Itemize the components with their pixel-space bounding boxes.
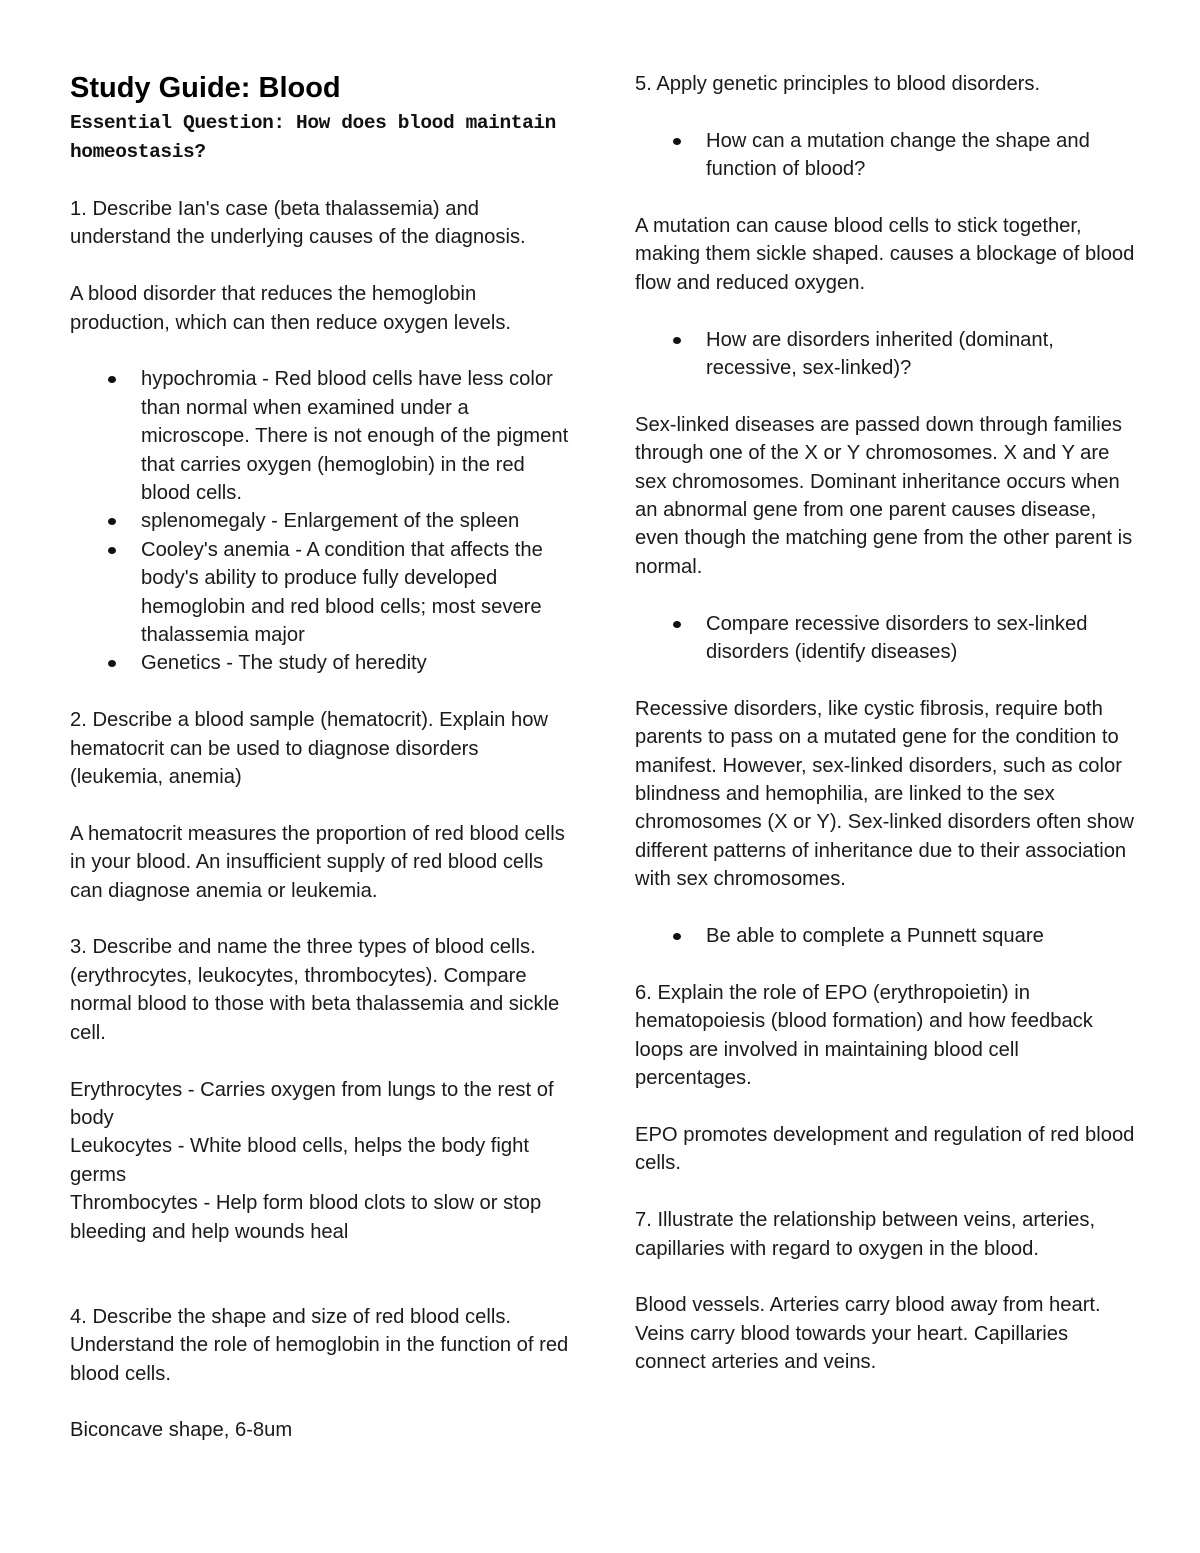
bullet-list [635, 610, 1135, 667]
question-5: 5. Apply genetic principles to blood disorders. [635, 73, 1041, 95]
bullet-icon [108, 518, 116, 525]
answer-5a: A mutation can cause blood cells to stick together, making them sickle shaped. causes a blockage of blood flow and reduced oxygen. [635, 215, 1135, 294]
answer-1: A blood disorder that reduces the hemoglobin production, which can then reduce oxygen levels. [70, 283, 512, 334]
term-item [141, 536, 570, 650]
bullet-icon [108, 660, 116, 667]
right-column [635, 70, 1135, 1405]
answer-5c: Recessive disorders, like cystic fibrosis, require both parents to pass on a mutated gene for the condition to manifest. However, sex-linked disorders, such as color blindness and hemophilia, are linked to the sex chromosomes (X or Y). Sex-linked disorders often show different patterns of inheritance due to their association with sex chromosomes. [635, 697, 1134, 891]
bullet-icon [108, 547, 116, 554]
bullet-text: How are disorders inherited (dominant, recessive, sex-linked)? [706, 328, 1054, 380]
term-item [141, 365, 570, 507]
bullet-icon [673, 621, 681, 628]
bullet-list [635, 922, 1135, 950]
spacer [70, 1274, 570, 1302]
bullet-list [635, 326, 1135, 383]
answer-3-thrombocytes: Thrombocytes - Help form blood clots to slow or stop bleeding and help wounds heal [70, 1192, 542, 1243]
bullet-text: Compare recessive disorders to sex-linked disorders (identify diseases) [706, 612, 1088, 664]
term-item [141, 649, 570, 677]
term-text: Cooley's anemia - A condition that affects the body's ability to produce fully developed hemoglobin and red blood cells; most severe thalassemia major [141, 538, 543, 647]
bullet-icon [108, 376, 116, 383]
page-title: Study Guide: Blood [70, 72, 341, 104]
question-1: 1. Describe Ian's case (beta thalassemia) and understand the underlying causes of the diagnosis. [70, 198, 526, 249]
answer-3-erythrocytes: Erythrocytes - Carries oxygen from lungs to the rest of body [70, 1078, 554, 1129]
bullet-text: Be able to complete a Punnett square [706, 925, 1044, 948]
question-3: 3. Describe and name the three types of blood cells. (erythrocytes, leukocytes, thrombocytes). Compare normal blood to those with beta thalassemia and sickle cell. [70, 936, 560, 1044]
bullet-item [706, 922, 1135, 950]
answer-4: Biconcave shape, 6-8um [70, 1419, 293, 1442]
question-7: 7. Illustrate the relationship between veins, arteries, capillaries with regard to oxygen in the blood. [635, 1209, 1096, 1260]
answer-7: Blood vessels. Arteries carry blood away from heart. Veins carry blood towards your heart. Capillaries connect arteries and veins. [635, 1294, 1101, 1374]
bullet-item [706, 610, 1135, 667]
left-column [70, 70, 570, 1473]
terms-list [70, 365, 570, 677]
term-text: hypochromia - Red blood cells have less color than normal when examined under a microscope. There is not enough of the pigment that carries oxygen (hemoglobin) in the red blood cells. [141, 368, 569, 505]
term-text: Genetics - The study of heredity [141, 652, 427, 675]
answer-3-leukocytes: Leukocytes - White blood cells, helps the body fight germs [70, 1135, 529, 1186]
bullet-item [706, 127, 1135, 184]
bullet-text: How can a mutation change the shape and function of blood? [706, 129, 1090, 181]
question-2: 2. Describe a blood sample (hematocrit). Explain how hematocrit can be used to diagnose disorders (leukemia, anemia) [70, 709, 548, 789]
bullet-icon [673, 337, 681, 344]
answer-6: EPO promotes development and regulation of red blood cells. [635, 1123, 1135, 1175]
answer-5b: Sex-linked diseases are passed down through families through one of the X or Y chromosomes. X and Y are sex chromosomes. Dominant inheritance occurs when an abnormal gene from one parent causes disease, even though the matching gene from the other parent is normal. [635, 413, 1133, 578]
bullet-icon [673, 933, 681, 940]
essential-question: Essential Question: How does blood maintain homeostasis? [70, 112, 556, 163]
bullet-list [635, 127, 1135, 184]
question-6: 6. Explain the role of EPO (erythropoietin) in hematopoiesis (blood formation) and how feedback loops are involved in maintaining blood cell percentages. [635, 981, 1093, 1090]
bullet-icon [673, 138, 681, 145]
term-item [141, 507, 570, 535]
bullet-item [706, 326, 1135, 383]
question-4: 4. Describe the shape and size of red blood cells. Understand the role of hemoglobin in the function of red blood cells. [70, 1305, 569, 1385]
answer-2: A hematocrit measures the proportion of red blood cells in your blood. An insufficient supply of red blood cells can diagnose anemia or leukemia. [70, 822, 565, 902]
term-text: splenomegaly - Enlargement of the spleen [141, 510, 520, 533]
